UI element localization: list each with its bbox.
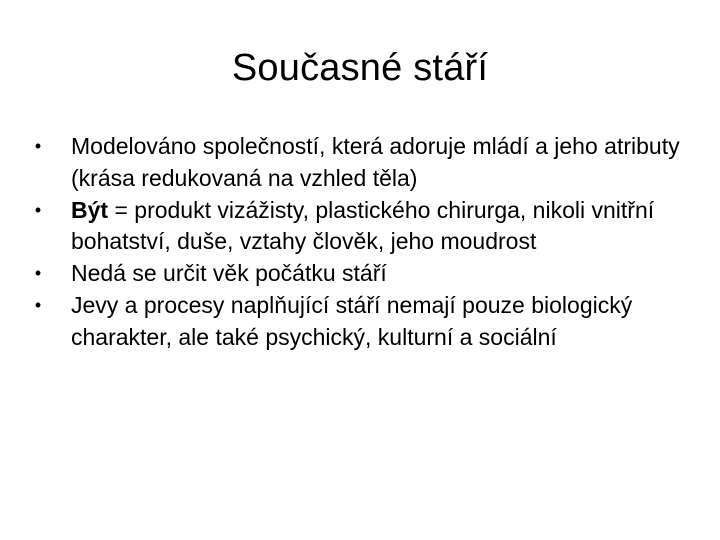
- bullet-lead-term: Být: [71, 196, 109, 223]
- bullet-item: [30, 290, 690, 354]
- slide-title: Současné stáří: [231, 47, 489, 89]
- bullet-icon: •: [34, 136, 42, 156]
- bullet-item: [30, 258, 690, 290]
- bullet-item: [30, 195, 690, 259]
- bullet-list: [30, 131, 690, 354]
- bullet-icon: •: [34, 263, 42, 284]
- bullet-icon: •: [34, 199, 42, 220]
- bullet-item: [30, 131, 690, 195]
- bullet-text: Nedá se určit věk počátku stáří: [71, 260, 387, 287]
- bullet-icon: •: [34, 294, 42, 315]
- bullet-text: Jevy a procesy naplňující stáří nemají pouze biologický charakter, ale také psychický, kulturní a sociální: [71, 291, 633, 350]
- bullet-text: Modelováno společností, která adoruje mládí a jeho atributy (krása redukovaná na vzhled těla): [71, 133, 680, 191]
- bullet-text: = produkt vizážisty, plastického chirurga, nikoli vnitřní bohatství, duše, vztahy člověk, jeho moudrost: [71, 196, 655, 255]
